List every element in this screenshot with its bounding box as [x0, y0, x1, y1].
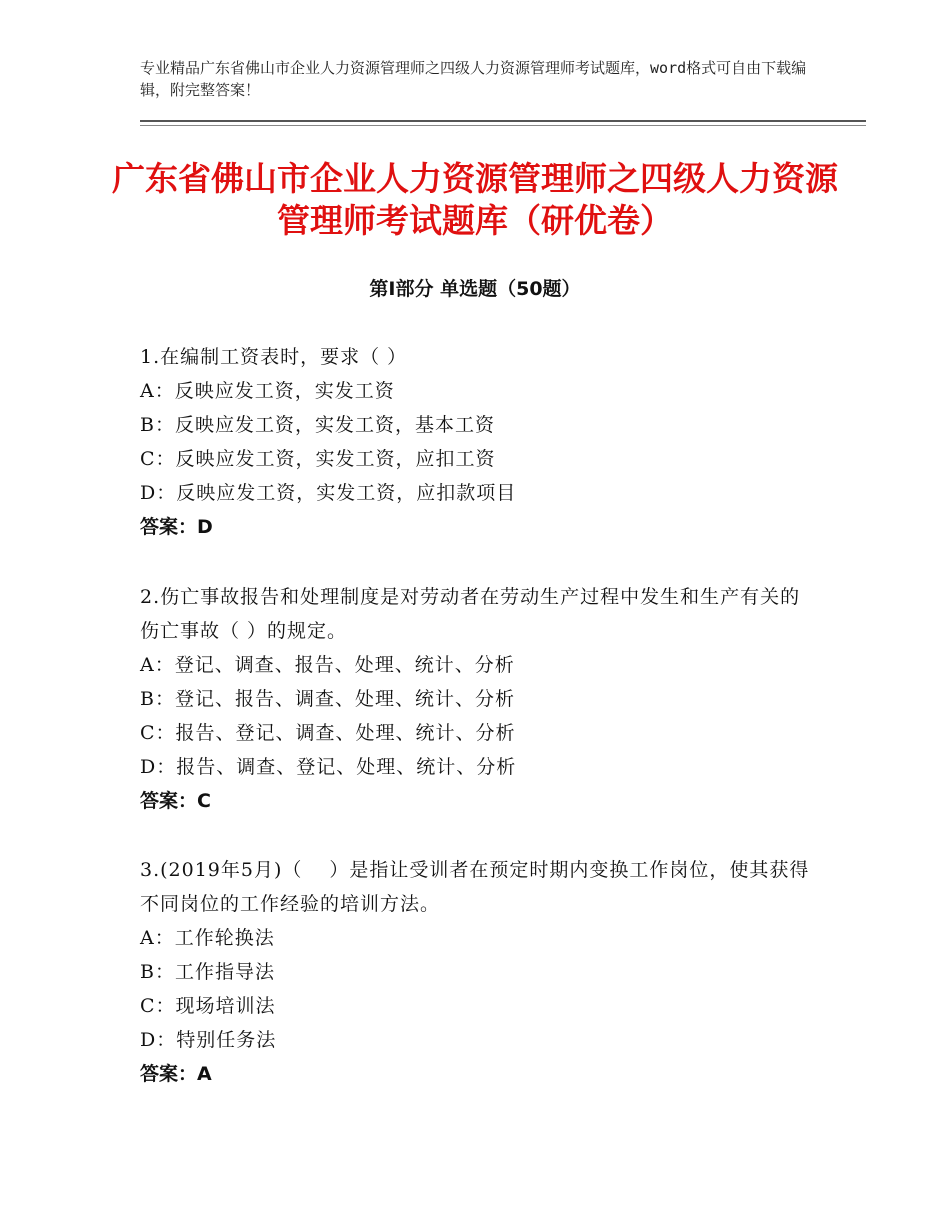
- question-stem: 2.伤亡事故报告和处理制度是对劳动者在劳动生产过程中发生和生产有关的伤亡事故（ ）的规定。: [140, 586, 801, 642]
- answer-label: 答案：A: [140, 1063, 212, 1085]
- option-c: C：报告、登记、调查、处理、统计、分析: [140, 722, 516, 744]
- question-2: [140, 580, 820, 818]
- option-d: D：特别任务法: [140, 1029, 277, 1051]
- option-d: D：报告、调查、登记、处理、统计、分析: [140, 756, 517, 778]
- header-note: 专业精品广东省佛山市企业人力资源管理师之四级人力资源管理师考试题库，word格式可自由下载编辑，附完整答案！: [140, 59, 807, 99]
- option-b: B：登记、报告、调查、处理、统计、分析: [140, 688, 515, 710]
- option-a: A：反映应发工资，实发工资: [140, 380, 395, 402]
- option-b: B：工作指导法: [140, 961, 275, 983]
- answer-label: 答案：C: [140, 790, 211, 812]
- option-d: D：反映应发工资，实发工资，应扣款项目: [140, 482, 517, 504]
- question-stem: 3.(2019年5月)（ ）是指让受训者在预定时期内变换工作岗位，使其获得不同岗位的工作经验的培训方法。: [140, 859, 810, 915]
- section-title: 第Ⅰ部分 单选题（50题）: [369, 278, 581, 300]
- document-title: 广东省佛山市企业人力资源管理师之四级人力资源管理师考试题库（研优卷）: [112, 159, 838, 240]
- option-c: C：现场培训法: [140, 995, 276, 1017]
- option-a: A：登记、调查、报告、处理、统计、分析: [140, 654, 515, 676]
- question-1: [140, 340, 820, 544]
- header-rule-thick: [140, 120, 866, 122]
- option-c: C：反映应发工资，实发工资，应扣工资: [140, 448, 496, 470]
- option-b: B：反映应发工资，实发工资，基本工资: [140, 414, 495, 436]
- question-3: [140, 853, 820, 1091]
- answer-label: 答案：D: [140, 516, 213, 538]
- question-stem: 1.在编制工资表时，要求（ ）: [140, 346, 408, 368]
- option-a: A：工作轮换法: [140, 927, 275, 949]
- header-rule-thin: [140, 125, 866, 126]
